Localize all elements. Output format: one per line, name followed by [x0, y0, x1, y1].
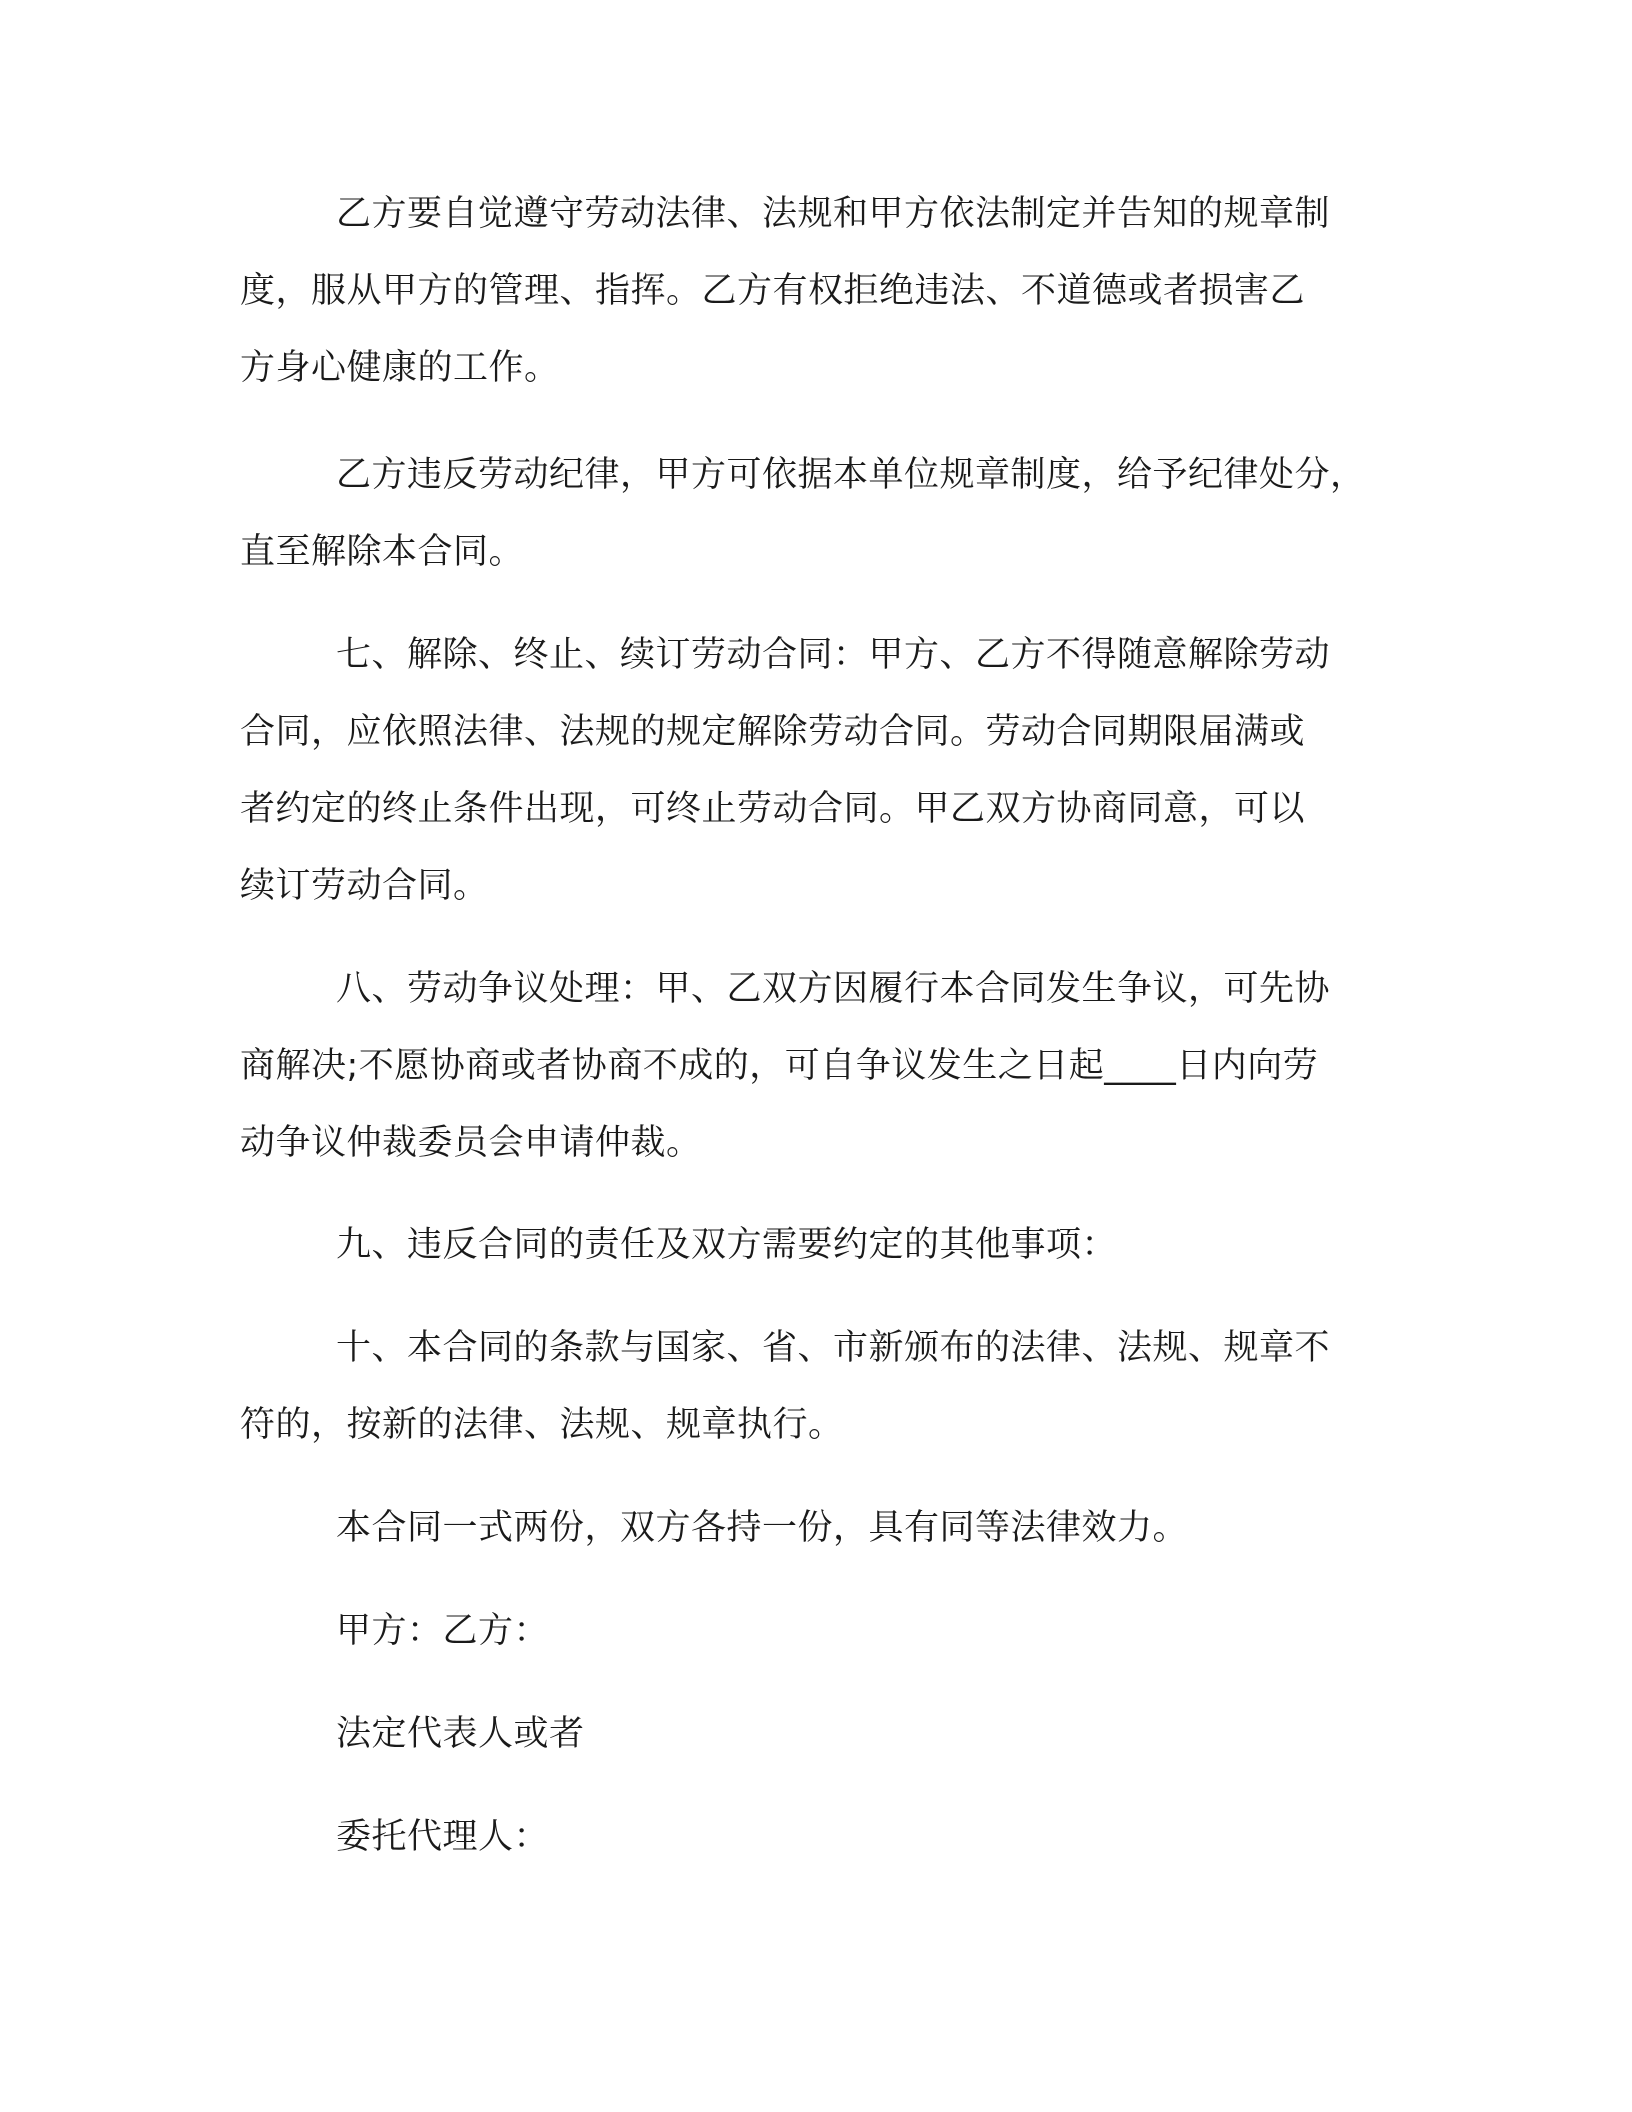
paragraph-section-eight — [240, 951, 1400, 1182]
signature-parties — [240, 1593, 1400, 1670]
text-line: 甲方：乙方： — [336, 1611, 550, 1651]
text-line: 八、劳动争议处理：甲、乙双方因履行本合同发生争议，可先协 — [336, 969, 1331, 1009]
text-line: 直至解除本合同。 — [240, 532, 525, 572]
text-line: 法定代表人或者 — [336, 1714, 585, 1754]
text-line: 者约定的终止条件出现，可终止劳动合同。甲乙双方协商同意，可以 — [240, 789, 1306, 829]
text-line: 动争议仲裁委员会申请仲裁。 — [240, 1123, 702, 1163]
text-line: 本合同一式两份，双方各持一份，具有同等法律效力。 — [336, 1508, 1189, 1548]
text-line: 度，服从甲方的管理、指挥。乙方有权拒绝违法、不道德或者损害乙 — [240, 271, 1306, 311]
text-line: 乙方违反劳动纪律，甲方可依据本单位规章制度，给予纪律处分， — [336, 455, 1366, 495]
text-line: 商解决;不愿协商或者协商不成的，可自争议发生之日起____日内向劳 — [240, 1046, 1319, 1086]
text-line: 九、违反合同的责任及双方需要约定的其他事项： — [336, 1225, 1118, 1265]
text-line: 乙方要自觉遵守劳动法律、法规和甲方依法制定并告知的规章制 — [336, 194, 1331, 234]
signature-authorized-agent — [240, 1799, 1400, 1876]
text-line: 十、本合同的条款与国家、省、市新颁布的法律、法规、规章不 — [336, 1328, 1331, 1368]
paragraph-copies — [240, 1490, 1400, 1567]
paragraph-section-ten — [240, 1310, 1400, 1464]
text-line: 方身心健康的工作。 — [240, 348, 560, 388]
paragraph-discipline — [240, 437, 1400, 591]
paragraph-section-seven — [240, 617, 1400, 925]
text-line: 符的，按新的法律、法规、规章执行。 — [240, 1405, 844, 1445]
paragraph-rules-compliance — [240, 176, 1400, 407]
paragraph-section-nine — [240, 1207, 1400, 1284]
text-line: 委托代理人： — [336, 1817, 550, 1857]
text-line: 合同，应依照法律、法规的规定解除劳动合同。劳动合同期限届满或 — [240, 712, 1306, 752]
text-line: 七、解除、终止、续订劳动合同：甲方、乙方不得随意解除劳动 — [336, 635, 1331, 675]
signature-legal-representative — [240, 1696, 1400, 1773]
text-line: 续订劳动合同。 — [240, 866, 489, 906]
